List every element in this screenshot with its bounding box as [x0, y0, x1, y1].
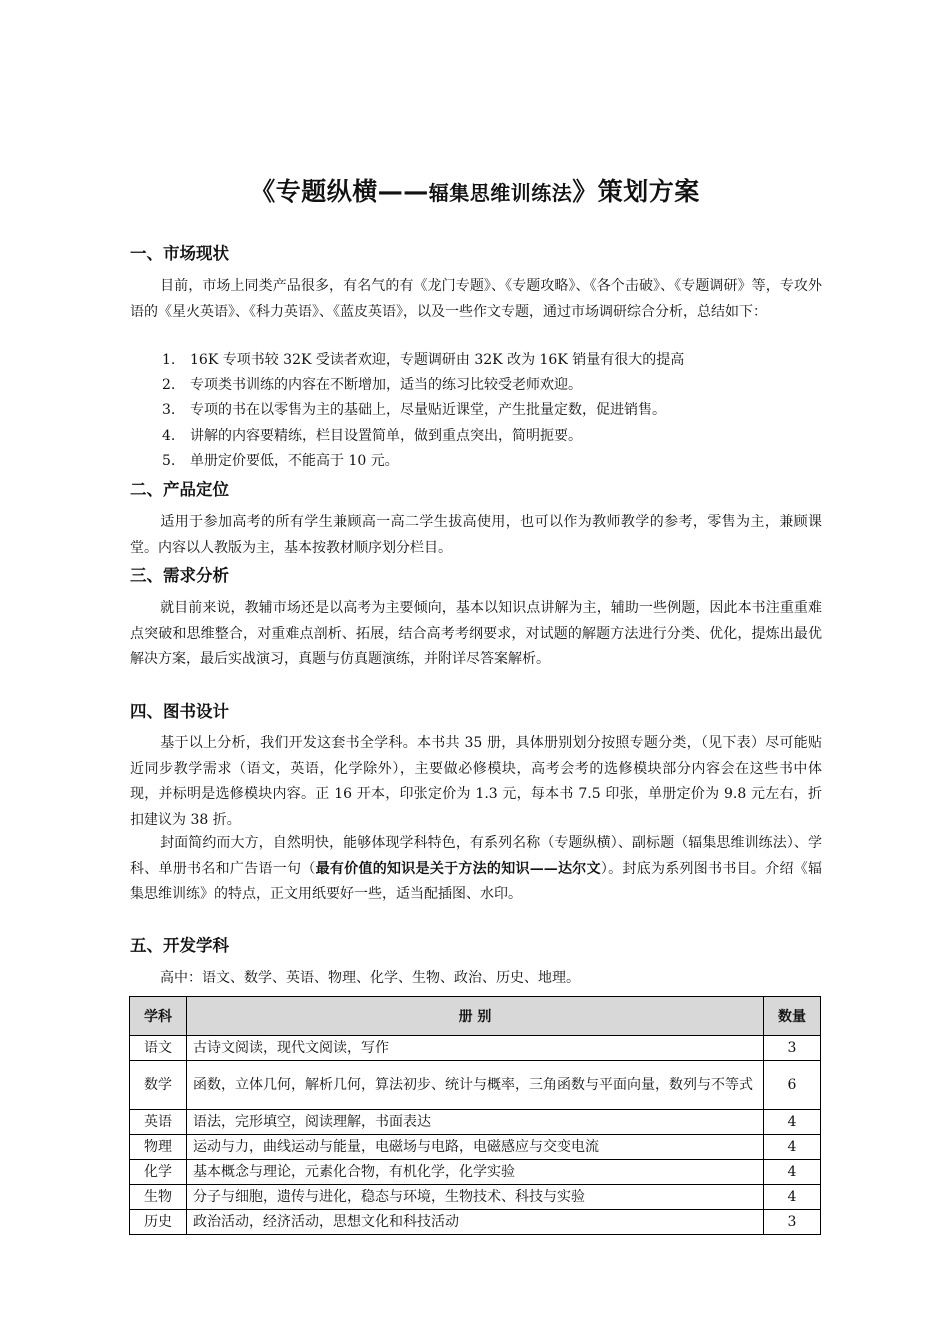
cell-subject: 生物 — [130, 1185, 187, 1210]
cell-subject: 化学 — [130, 1160, 187, 1185]
table-row — [130, 1135, 821, 1160]
design-paragraph-2-text-end: ）。封底为系列图书书目。介绍《辐集思维训练》的特点，正文用纸要好一些，适当配插图、水印。 — [130, 860, 823, 902]
cell-books: 基本概念与理论，元素化合物，有机化学，化学实验 — [187, 1160, 764, 1185]
list-item-text: 专项的书在以零售为主的基础上，尽量贴近课堂，产生批量定数，促进销售。 — [190, 402, 666, 419]
subjects-paragraph — [130, 966, 822, 992]
demand-paragraph — [130, 596, 822, 673]
cell-books: 运动与力，曲线运动与能量，电磁场与电路，电磁感应与交变电流 — [187, 1135, 764, 1160]
table-row — [130, 1160, 821, 1185]
cell-subject: 历史 — [130, 1210, 187, 1235]
subjects-paragraph-text: 高中：语文、数学、英语、物理、化学、生物、政治、历史、地理。 — [160, 970, 580, 986]
cell-count: 4 — [764, 1135, 821, 1160]
header-books: 册 别 — [187, 997, 764, 1036]
cell-subject: 英语 — [130, 1110, 187, 1135]
list-item-number: 2. — [162, 377, 176, 394]
design-paragraph-1 — [130, 731, 822, 833]
table-row — [130, 1210, 821, 1235]
cell-count: 4 — [764, 1110, 821, 1135]
design-paragraph-2 — [130, 831, 822, 908]
cell-books: 古诗文阅读，现代文阅读，写作 — [187, 1036, 764, 1061]
section-heading-demand: 三、需求分析 — [130, 566, 229, 585]
table-header-row — [130, 997, 821, 1036]
cell-books: 语法，完形填空，阅读理解，书面表达 — [187, 1110, 764, 1135]
cell-books: 分子与细胞，遗传与进化，稳态与环境，生物技术、科技与实验 — [187, 1185, 764, 1210]
list-item-number: 1. — [162, 352, 176, 368]
title-end: 》策划方案 — [572, 177, 700, 206]
design-paragraph-2-text: 封面简约而大方，自然明快，能够体现学科特色，有系列名称（专题纵横）、副标题（辐集思维训练法）、学科、单册书名和广告语一句（ — [130, 835, 822, 877]
list-item — [130, 373, 820, 398]
market-summary-list — [130, 348, 820, 474]
cell-count: 3 — [764, 1036, 821, 1061]
title-subtitle: 辐集思维训练法 — [428, 181, 573, 205]
cell-books: 函数，立体几何，解析几何，算法初步、统计与概率，三角函数与平面向量，数列与不等式 — [187, 1061, 764, 1110]
list-item-text: 16K 专项书较 32K 受读者欢迎，专题调研由 32K 改为 16K 销量有很大的提高 — [190, 352, 685, 368]
cell-subject: 数学 — [130, 1061, 187, 1110]
cell-subject: 语文 — [130, 1036, 187, 1061]
demand-paragraph-text: 就目前来说，教辅市场还是以高考为主要倾向，基本以知识点讲解为主，辅助一些例题，因此本书注重重难点突破和思维整合，对重难点剖析、拓展，结合高考考纲要求，对试题的解题方法进行分类、优化，提炼出最优解决方案，最后实战演习，真题与仿真题演练，并附详尽答案解析。 — [130, 600, 822, 667]
header-subject: 学科 — [130, 997, 187, 1036]
subject-table — [129, 996, 821, 1235]
table-row — [130, 1185, 821, 1210]
cell-count: 4 — [764, 1160, 821, 1185]
list-item — [130, 424, 820, 449]
section-heading-design: 四、图书设计 — [130, 702, 229, 721]
cell-count: 4 — [764, 1185, 821, 1210]
header-count: 数量 — [764, 997, 821, 1036]
list-item-number: 4. — [162, 427, 176, 444]
cell-count: 6 — [764, 1061, 821, 1110]
list-item — [130, 449, 820, 474]
page-title — [0, 172, 950, 208]
table-row — [130, 1110, 821, 1135]
list-item-text: 单册定价要低，不能高于 10 元。 — [190, 452, 399, 469]
slogan-quote: 最有价值的知识是关于方法的知识——达尔文 — [315, 860, 601, 877]
list-item-number: 3. — [162, 402, 176, 419]
cell-subject: 物理 — [130, 1135, 187, 1160]
table-row — [130, 1036, 821, 1061]
cell-count: 3 — [764, 1210, 821, 1235]
list-item-text: 讲解的内容要精练，栏目设置简单，做到重点突出，简明扼要。 — [190, 427, 582, 444]
title-main: 《专题纵横—— — [250, 177, 429, 206]
list-item — [130, 398, 820, 423]
list-item — [130, 348, 820, 373]
list-item-text: 专项类书训练的内容在不断增加，适当的练习比较受老师欢迎。 — [190, 377, 582, 394]
list-item-number: 5. — [162, 452, 176, 469]
cell-books: 政治活动，经济活动，思想文化和科技活动 — [187, 1210, 764, 1235]
section-heading-market: 一、市场现状 — [130, 244, 229, 263]
design-paragraph-1-text: 基于以上分析，我们开发这套书全学科。本书共 35 册，具体册别划分按照专题分类，（见下表）尽可能贴近同步教学需求（语文，英语，化学除外），主要做必修模块，高考会考的选修模块部分内容会在这些书中体现，并标明是选修模块内容。正 16 开本，印张定价为 1.3 元，每本书 7.5 印张，单册定价为 9.8 元左右，折扣建议为 38 折。 — [130, 735, 822, 828]
positioning-paragraph — [130, 510, 822, 561]
section-heading-positioning: 二、产品定位 — [130, 480, 229, 499]
section-heading-subjects: 五、开发学科 — [130, 936, 229, 955]
market-paragraph — [130, 274, 822, 325]
market-paragraph-text: 目前，市场上同类产品很多，有名气的有《龙门专题》、《专题攻略》、《各个击破》、《专题调研》等，专攻外语的《星火英语》、《科力英语》、《蓝皮英语》，以及一些作文专题，通过市场调研综合分析，总结如下： — [130, 278, 822, 320]
table-row — [130, 1061, 821, 1110]
positioning-paragraph-text: 适用于参加高考的所有学生兼顾高一高二学生拔高使用，也可以作为教师教学的参考，零售为主，兼顾课堂。内容以人教版为主，基本按教材顺序划分栏目。 — [130, 514, 822, 556]
